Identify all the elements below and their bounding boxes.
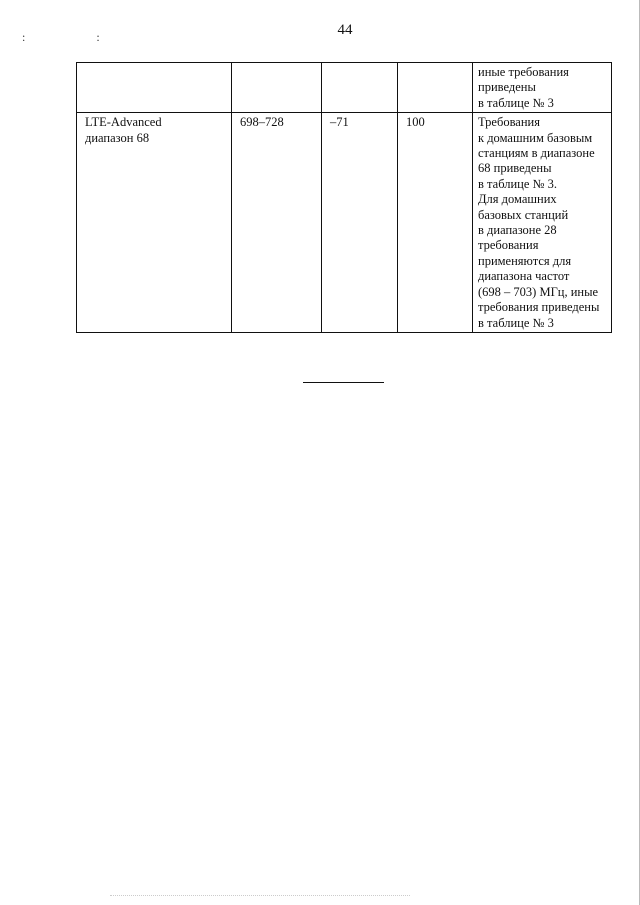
scan-noise [110, 895, 410, 896]
standard-cell: LTE-Advanced диапазон 68 [77, 113, 232, 333]
scan-marks: : : [22, 30, 134, 44]
level-cell [322, 63, 398, 113]
frequency-cell [232, 63, 322, 113]
level-cell: –71 [322, 113, 398, 333]
requirements-table [76, 62, 612, 333]
end-of-document-rule [303, 382, 384, 383]
bandwidth-cell [398, 63, 473, 113]
page-number: 44 [337, 22, 353, 38]
bandwidth-cell: 100 [398, 113, 473, 333]
requirements-cell: иные требования приведены в таблице № 3 [473, 63, 612, 113]
table-row [77, 113, 612, 333]
requirements-cell: Требования к домашним базовым станциям в диапазоне 68 приведены в таблице № 3. Для домашних базовых станций в диапазоне 28 требования применяются для диапазона частот (698 – 703) МГц, иные требования приведены в таблице № 3 [473, 113, 612, 333]
frequency-cell: 698–728 [232, 113, 322, 333]
table-row [77, 63, 612, 113]
standard-cell [77, 63, 232, 113]
